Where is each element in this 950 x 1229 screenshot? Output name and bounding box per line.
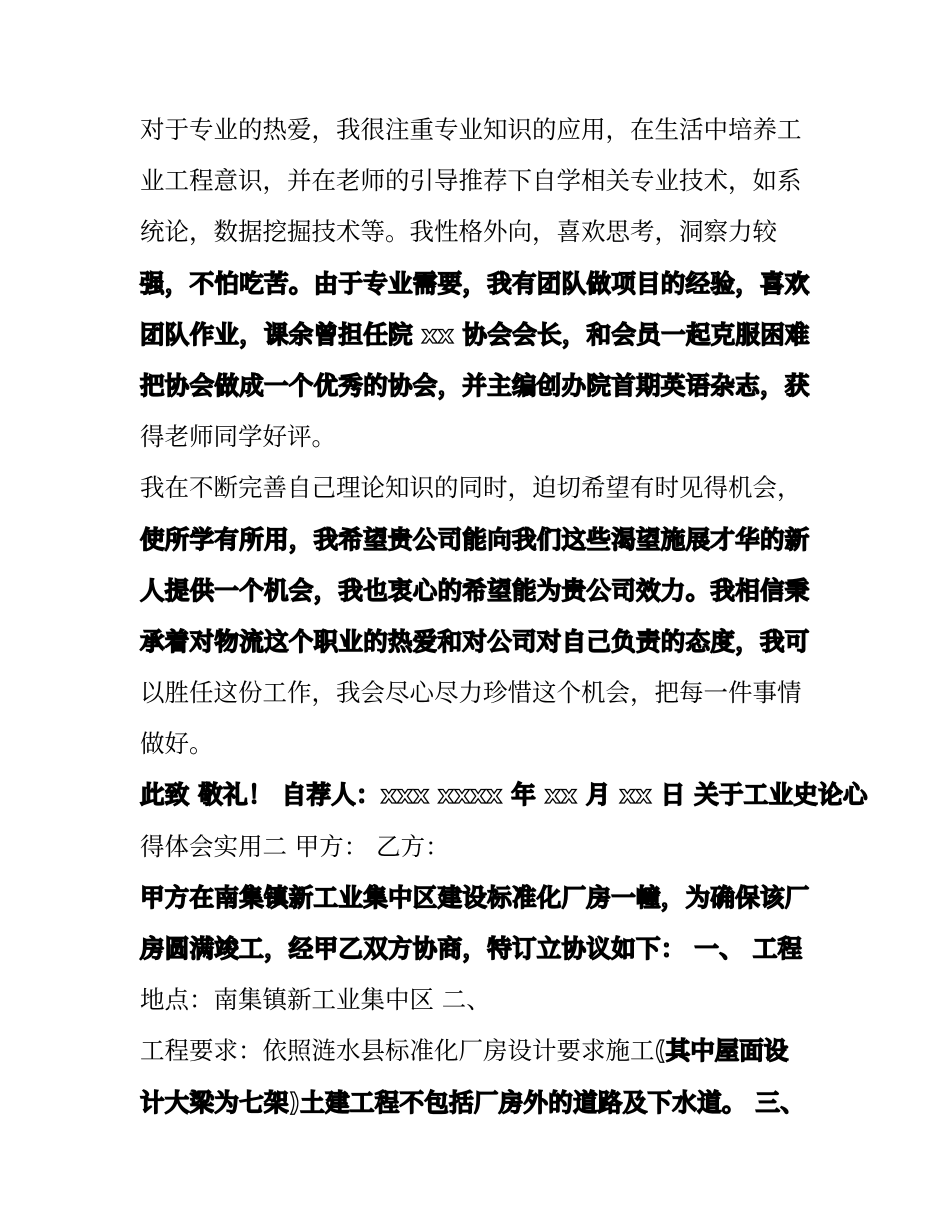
text-line: 使所学有所用，我希望贵公司能向我们这些渴望施展才华的新 bbox=[140, 524, 810, 554]
text-line: 统论，数据挖掘技术等。我性格外向，喜欢思考，洞察力较 bbox=[140, 217, 777, 247]
text-line: 计大梁为七架)土建工程不包括厂房外的道路及下水道。 三、 bbox=[140, 1087, 806, 1117]
text-line: 以胜任这份工作，我会尽心尽力珍惜这个机会，把每一件事情 bbox=[140, 678, 802, 708]
text-line: 团队作业，课余曾担任院 xx 协会会长，和会员一起克服困难 bbox=[140, 319, 810, 349]
text-line: 得体会实用二 甲方： 乙方： bbox=[140, 831, 450, 861]
text-line: 强，不怕吃苦。由于专业需要，我有团队做项目的经验，喜欢 bbox=[140, 268, 810, 298]
text-line: 做好。 bbox=[140, 729, 214, 759]
text-line-mixed bbox=[140, 1025, 820, 1076]
text-segment-outline: (其中屋面设 bbox=[654, 1036, 789, 1066]
document-body bbox=[140, 104, 868, 1128]
text-line: 业工程意识，并在老师的引导推荐下自学相关专业技术，如系 bbox=[140, 166, 802, 196]
text-segment-plain: 工程要求：依照涟水县标准化厂房设计要求施工 bbox=[140, 1036, 655, 1066]
text-line: 把协会做成一个优秀的协会，并主编创办院首期英语杂志，获 bbox=[140, 370, 810, 400]
text-line: 此致 敬礼！ 自荐人：xxx xxxx 年 xx 月 xx 日 关于工业史论心 bbox=[140, 780, 868, 810]
text-line: 房圆满竣工，经甲乙双方协商，特订立协议如下： 一、 工程 bbox=[140, 934, 803, 963]
text-line: 人提供一个机会，我也衷心的希望能为贵公司效力。我相信秉 bbox=[140, 575, 810, 605]
text-line: 对于专业的热爱，我很注重专业知识的应用，在生活中培养工 bbox=[140, 115, 802, 144]
text-line: 得老师同学好评。 bbox=[140, 422, 336, 452]
text-line: 地点：南集镇新工业集中区 二、 bbox=[140, 985, 491, 1015]
text-line: 我在不断完善自己理论知识的同时，迫切希望有时见得机会， bbox=[140, 473, 802, 503]
text-line: 甲方在南集镇新工业集中区建设标准化厂房一幢，为确保该厂 bbox=[140, 882, 810, 912]
text-line: 承着对物流这个职业的热爱和对公司对自己负责的态度，我可 bbox=[140, 626, 810, 656]
